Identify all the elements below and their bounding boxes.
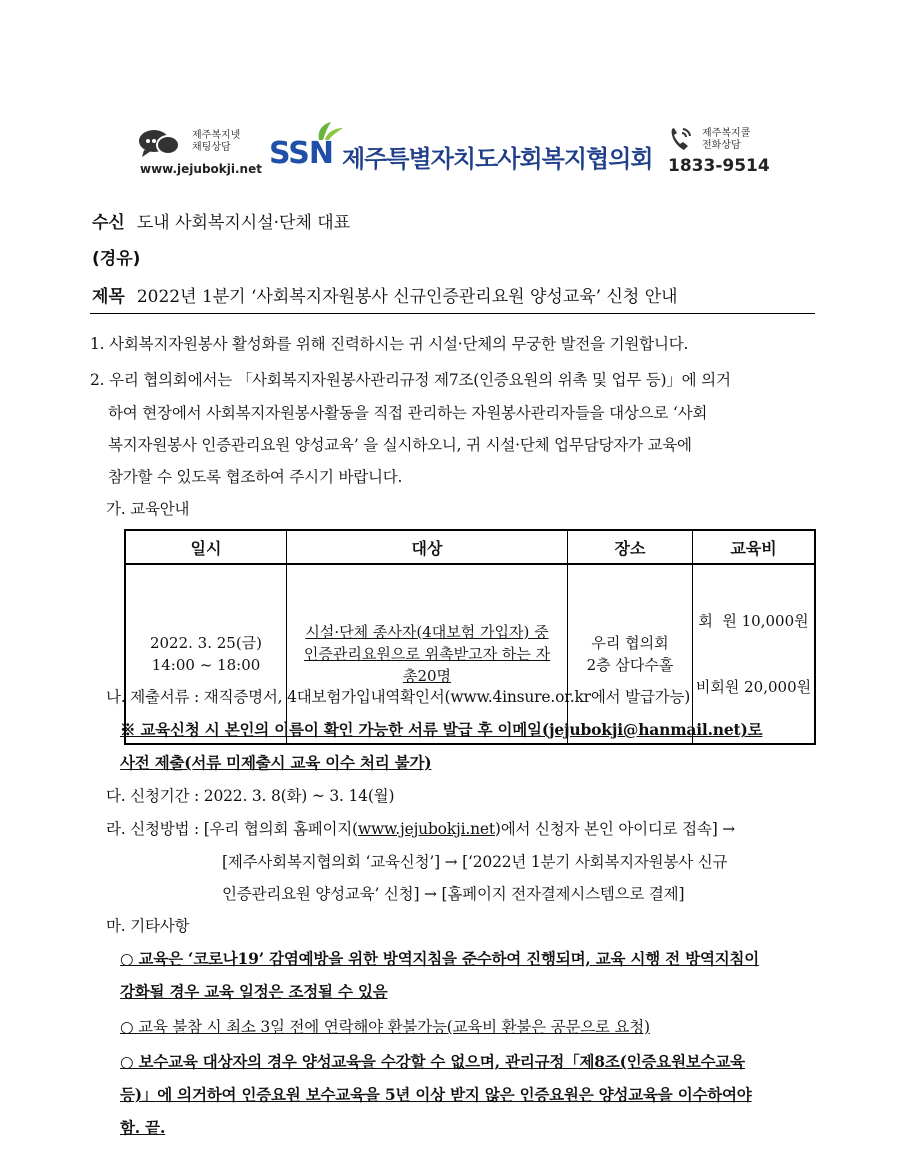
date-line: 2022. 3. 25(금) — [149, 634, 263, 652]
ra-prefix: 라. 신청방법 : [우리 협의회 홈페이지( — [106, 820, 358, 838]
homepage-link[interactable]: www.jejubokji.net — [357, 820, 495, 838]
paragraph-2-line: 참가할 수 있도록 협조하여 주시기 바랍니다. — [108, 468, 403, 486]
place-line: 2층 삼다수홀 — [586, 656, 674, 674]
fee-line: 비회원 20,000원 — [695, 678, 812, 696]
recipient: 도내 사회복지시설·단체 대표 — [136, 213, 351, 233]
cell-fee — [693, 564, 816, 744]
via-label: (경유) — [92, 249, 141, 269]
education-table — [124, 529, 816, 745]
ssn-logo: SSN — [269, 136, 333, 171]
notice-line: 사전 제출(서류 미제출시 교육 이수 처리 불가) — [120, 753, 432, 772]
ra-line: 인증관리요원 양성교육’ 신청] → [홈페이지 전자결제시스템으로 결제] — [222, 885, 685, 903]
section-na: 나. 제출서류 : 재직증명서, 4대보험가입내역확인서(www.4insure.or.kr에서 발급가능) — [106, 688, 691, 706]
etc1-line: ○ 교육은 ‘코로나19’ 감염예방을 위한 방역지침을 준수하여 진행되며, 교육 시행 전 방역지침이 — [120, 949, 760, 968]
header-place: 장소 — [568, 530, 693, 564]
target-line: 인증관리요원으로 위촉받고자 하는 자 — [303, 645, 551, 663]
site-url[interactable]: www.jejubokji.net — [140, 162, 262, 176]
paragraph-1: 1. 사회복지자원봉사 활성화를 위해 진력하시는 귀 시설·단체의 무궁한 발전을 기원합니다. — [90, 335, 689, 353]
organization-name: 제주특별자치도사회복지협의회 — [342, 145, 653, 173]
target-line: 총20명 — [402, 667, 452, 685]
letterhead — [138, 122, 778, 182]
etc1-line: 강화될 경우 교육 일정은 조정될 수 있음 — [120, 982, 388, 1001]
via-line — [92, 244, 152, 269]
chat-consult-block[interactable] — [138, 124, 262, 180]
section-ra — [106, 817, 735, 839]
recipient-line — [92, 208, 350, 233]
phone-consult-block[interactable] — [668, 124, 778, 180]
table-header-row — [125, 530, 815, 564]
etc3-line: 등)」에 의거하여 인증요원 보수교육을 5년 이상 받지 않은 인증요원은 양성교육을 이수하여야 — [120, 1085, 752, 1104]
chat-bubble-icon — [138, 128, 180, 158]
cell-date — [125, 564, 287, 744]
paragraph-2-line: 하여 현장에서 사회복지자원봉사활동을 직접 관리하는 자원봉사관리자들을 대상으로 ‘사회 — [108, 404, 708, 422]
table-row — [125, 564, 815, 744]
phone-icon — [668, 126, 692, 152]
section-ma: 마. 기타사항 — [106, 917, 190, 935]
header-fee: 교육비 — [693, 530, 816, 564]
ra-suffix: )에서 신청자 본인 아이디로 접속] → — [494, 820, 736, 838]
etc3-line: 함. 끝. — [120, 1118, 166, 1137]
subject-line — [92, 282, 678, 307]
chat-consult-label: 제주복지넷 채팅상담 — [192, 130, 241, 153]
header-target: 대상 — [287, 530, 568, 564]
ra-line: [제주사회복지협의회 ‘교육신청’] → [‘2022년 1분기 사회복지자원봉사 신규 — [222, 853, 728, 871]
cell-target — [287, 564, 568, 744]
section-ga: 가. 교육안내 — [106, 500, 190, 518]
header-date: 일시 — [125, 530, 287, 564]
header-divider — [90, 313, 815, 314]
etc2-line: ○ 교육 불참 시 최소 3일 전에 연락해야 환불가능(교육비 환불은 공문으로 요청) — [120, 1018, 650, 1036]
paragraph-2-line: 복지자원봉사 인증관리요원 양성교육’ 을 실시하오니, 귀 시설·단체 업무담당자가 교육에 — [108, 436, 692, 454]
recipient-label: 수신 — [92, 213, 125, 233]
target-line: 시설·단체 종사자(4대보험 가입자) 중 — [305, 623, 549, 641]
etc3-line: ○ 보수교육 대상자의 경우 양성교육을 수강할 수 없으며, 관리규정「제8조(인증요원보수교육 — [120, 1052, 745, 1071]
notice-line: ※ 교육신청 시 본인의 이름이 확인 가능한 서류 발급 후 이메일(jejubokji@hanmail.net)로 — [120, 720, 763, 739]
time-line: 14:00 ~ 18:00 — [151, 656, 261, 674]
subject: 2022년 1분기 ‘사회복지자원봉사 신규인증관리요원 양성교육’ 신청 안내 — [136, 287, 678, 307]
place-line: 우리 협의회 — [591, 634, 669, 652]
phone-consult-label: 제주복지콜 전화상담 — [702, 128, 751, 151]
fee-line: 회 원 10,000원 — [698, 612, 809, 630]
section-da: 다. 신청기간 : 2022. 3. 8(화) ~ 3. 14(월) — [106, 787, 395, 805]
cell-place — [568, 564, 693, 744]
phone-number[interactable]: 1833-9514 — [668, 156, 770, 176]
paragraph-2-line: 2. 우리 협의회에서는 「사회복지자원봉사관리규정 제7조(인증요원의 위촉 및 업무 등)」에 의거 — [90, 371, 731, 389]
subject-label: 제목 — [92, 287, 125, 307]
